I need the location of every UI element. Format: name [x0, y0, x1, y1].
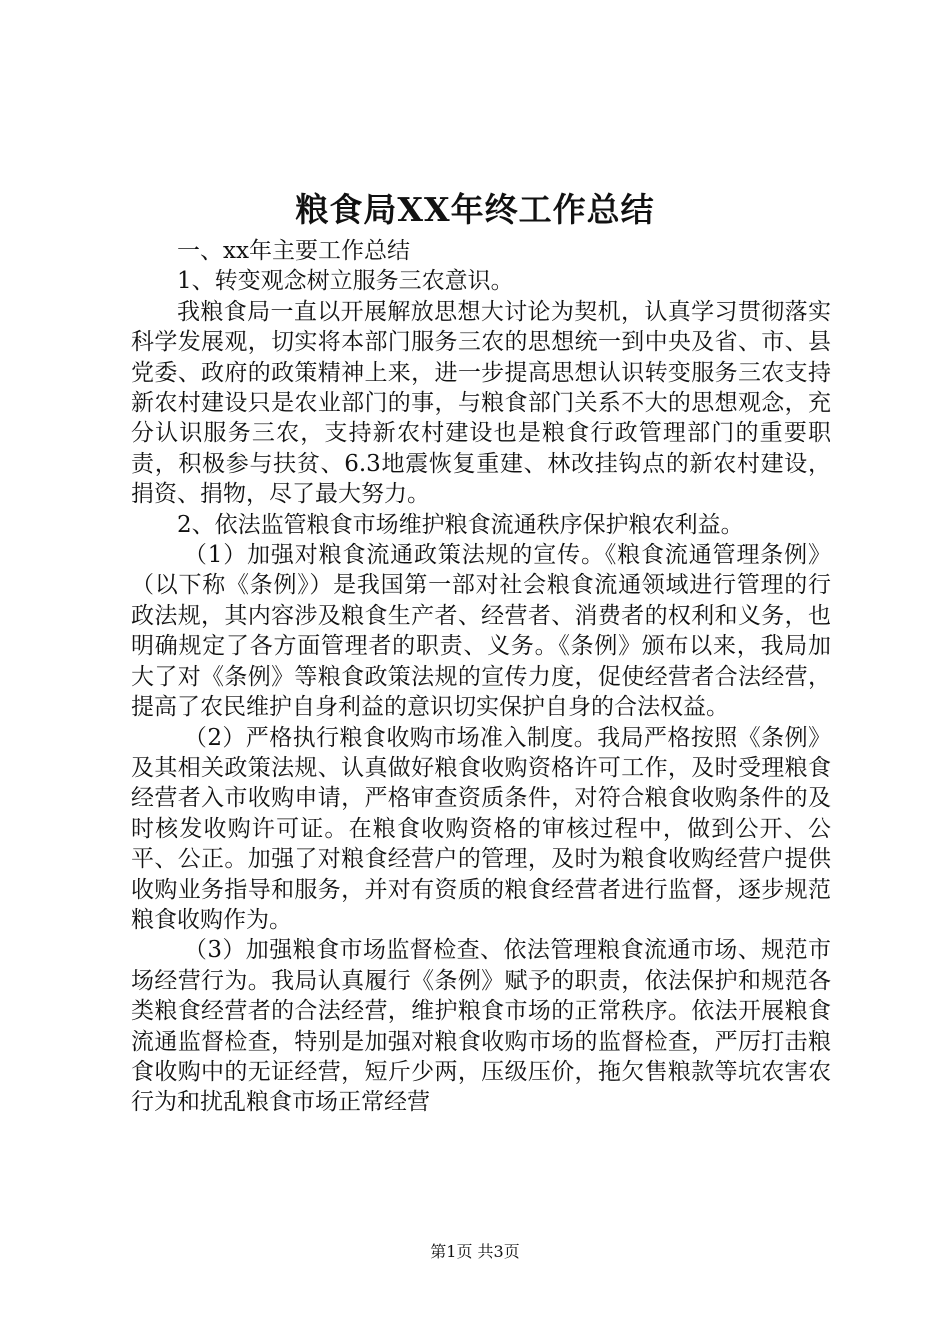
subsection-heading: 2、依法监管粮食市场维护粮食流通秩序保护粮农利益。 [177, 511, 744, 538]
document-body [131, 236, 831, 1118]
body-paragraph: （2）严格执行粮食收购市场准入制度。我局严格按照《条例》及其相关政策法规、认真做好粮食收购资格许可工作，及时受理粮食经营者入市收购申请，严格审查资质条件，对符合粮食收购条件的及时核发收购许可证。在粮食收购资格的审核过程中，做到公开、公平、公正。加强了对粮食经营户的管理，及时为粮食收购经营户提供收购业务指导和服务，并对有资质的粮食经营者进行监督，逐步规范粮食收购作为。 [131, 724, 831, 933]
body-paragraph: （3）加强粮食市场监督检查、依法管理粮食流通市场、规范市场经营行为。我局认真履行《条例》赋予的职责，依法保护和规范各类粮食经营者的合法经营，维护粮食市场的正常秩序。依法开展粮食流通监督检查，特别是加强对粮食收购市场的监督检查，严厉打击粮食收购中的无证经营，短斤少两，压级压价，拖欠售粮款等坑农害农行为和扰乱粮食市场正常经营 [131, 937, 831, 1116]
body-paragraph: 我粮食局一直以开展解放思想大讨论为契机，认真学习贯彻落实科学发展观，切实将本部门服务三农的思想统一到中央及省、市、县党委、政府的政策精神上来，进一步提高思想认识转变服务三农支持新农村建设只是农业部门的事，与粮食部门关系不大的思想观念，充分认识服务三农，支持新农村建设也是粮食行政管理部门的重要职责，积极参与扶贫、6.3地震恢复重建、林改挂钩点的新农村建设，捐资、捐物，尽了最大努力。 [131, 298, 831, 508]
document-title: 粮食局XX年终工作总结 [295, 190, 655, 229]
section-heading: 一、xx年主要工作总结 [177, 238, 410, 264]
page-footer: 第1页 共3页 [430, 1242, 520, 1261]
body-paragraph: （1）加强对粮食流通政策法规的宣传。《粮食流通管理条例》（以下称《条例》）是我国第一部对社会粮食流通领域进行管理的行政法规，其内容涉及粮食生产者、经营者、消费者的权利和义务，也明确规定了各方面管理者的职责、义务。《条例》颁布以来，我局加大了对《条例》等粮食政策法规的宣传力度，促使经营者合法经营，提高了农民维护自身利益的意识切实保护自身的合法权益。 [131, 542, 831, 721]
subsection-heading: 1、转变观念树立服务三农意识。 [177, 268, 514, 295]
